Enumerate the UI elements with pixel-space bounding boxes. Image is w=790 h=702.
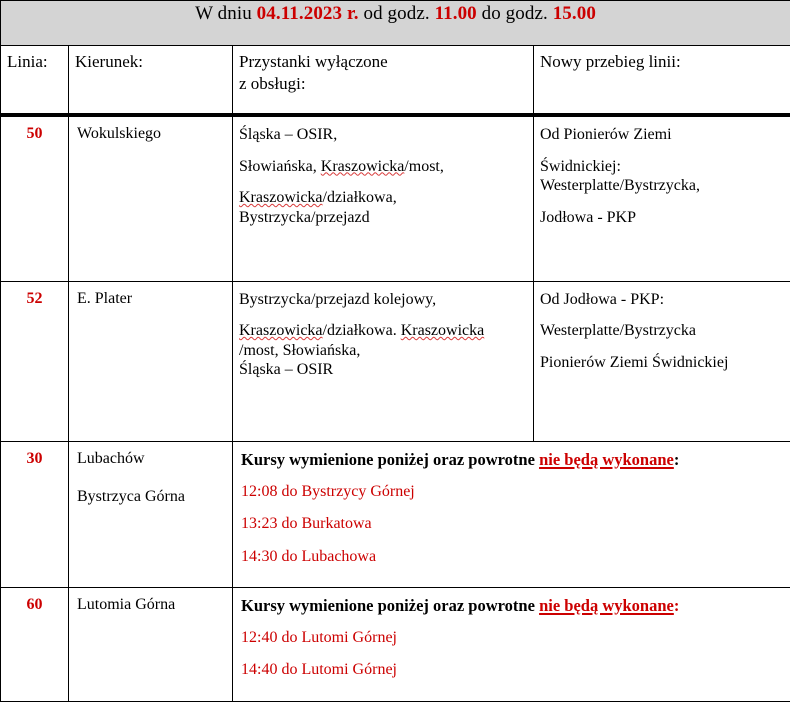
column-header-route (534, 46, 790, 116)
cancelled-courses-cell (233, 441, 790, 587)
banner-time-to: 15.00 (553, 3, 596, 24)
direction-cell (69, 587, 233, 701)
text-line: Bystrzycka/przejazd (239, 208, 527, 228)
text-line: /most, Słowiańska, (239, 341, 527, 361)
stops-cell (233, 115, 534, 281)
direction-cell: E. Plater (69, 281, 233, 441)
column-header-line (1, 46, 69, 116)
column-header-stops-line2: z obsługi: (239, 73, 533, 95)
banner-cell (1, 1, 790, 46)
banner-row (1, 1, 790, 46)
column-header-direction (69, 46, 233, 116)
line-number: 30 (1, 441, 69, 587)
text-line: Pionierów Ziemi Świdnickiej (540, 353, 784, 373)
text-fragment: /działkowa, (323, 189, 397, 206)
cancelled-course: 12:08 do Bystrzycy Górnej (241, 482, 784, 501)
banner-date: 04.11.2023 r. (257, 3, 359, 24)
line-number: 50 (1, 115, 69, 281)
column-header-line-label: Linia: (7, 52, 48, 71)
text-fragment: Słowiańska, (239, 158, 321, 175)
text-line: Od Pionierów Ziemi (540, 125, 784, 145)
spellcheck-underlined-word: Kraszowicka (321, 158, 405, 175)
banner-time-from: 11.00 (435, 3, 477, 24)
cancelled-course: 12:40 do Lutomi Górnej (241, 628, 784, 647)
cancellation-warning: nie będą wykonane (539, 596, 674, 615)
direction-cell (69, 441, 233, 587)
text-line: Westerplatte/Bystrzycka, (540, 176, 784, 196)
direction-line1: Lubachów (77, 450, 145, 467)
text-line (239, 321, 527, 341)
table-row (1, 587, 790, 701)
cancellation-heading-colon: : (674, 596, 680, 615)
spellcheck-underlined-word: Kraszowicka (239, 322, 323, 339)
banner-mid2: do godz. (477, 3, 553, 24)
text-line (239, 188, 527, 208)
text-fragment: /most, (404, 158, 444, 175)
spellcheck-underlined-word: Kraszowicka (239, 189, 323, 206)
route-cell (534, 115, 790, 281)
column-header-route-label: Nowy przebieg linii: (540, 52, 681, 71)
line-number: 52 (1, 281, 69, 441)
column-header-stops (233, 46, 534, 116)
text-line: Świdnickiej: (540, 157, 784, 177)
stops-cell (233, 281, 534, 441)
text-fragment: /działkowa. (323, 322, 401, 339)
cancelled-course: 13:23 do Burkatowa (241, 514, 784, 533)
cancellation-heading-prefix: Kursy wymienione poniżej oraz powrotne (241, 450, 539, 469)
column-header-direction-label: Kierunek: (75, 52, 143, 71)
text-line: Bystrzycka/przejazd kolejowy, (239, 290, 527, 310)
banner-prefix: W dniu (195, 3, 257, 24)
cancellation-heading-prefix: Kursy wymienione poniżej oraz powrotne (241, 596, 539, 615)
banner-text (195, 3, 596, 24)
cancelled-course: 14:40 do Lutomi Górnej (241, 660, 784, 679)
table-row (1, 115, 790, 281)
text-line (239, 157, 527, 177)
text-line: Jodłowa - PKP (540, 208, 784, 228)
cancellation-warning: nie będą wykonane (539, 450, 674, 469)
cancellation-heading-colon: : (674, 450, 680, 469)
direction-cell: Wokulskiego (69, 115, 233, 281)
spellcheck-underlined-word: Kraszowicka (401, 322, 485, 339)
table-row (1, 281, 790, 441)
line-number: 60 (1, 587, 69, 701)
table-row (1, 441, 790, 587)
cancelled-courses-cell (233, 587, 790, 701)
column-header-row (1, 46, 790, 116)
text-line: Westerplatte/Bystrzycka (540, 321, 784, 341)
text-line: Śląska – OSIR, (239, 125, 527, 145)
cancellation-heading (241, 596, 784, 616)
direction-line2: Bystrzyca Górna (77, 488, 232, 506)
direction-line1: Lutomia Górna (77, 596, 175, 613)
route-cell (534, 281, 790, 441)
text-line: Śląska – OSIR (239, 360, 527, 380)
cancellation-heading (241, 450, 784, 470)
cancelled-course: 14:30 do Lubachowa (241, 547, 784, 566)
banner-mid1: od godz. (359, 3, 435, 24)
text-line: Od Jodłowa - PKP: (540, 290, 784, 310)
column-header-stops-line1: Przystanki wyłączone (239, 52, 388, 71)
